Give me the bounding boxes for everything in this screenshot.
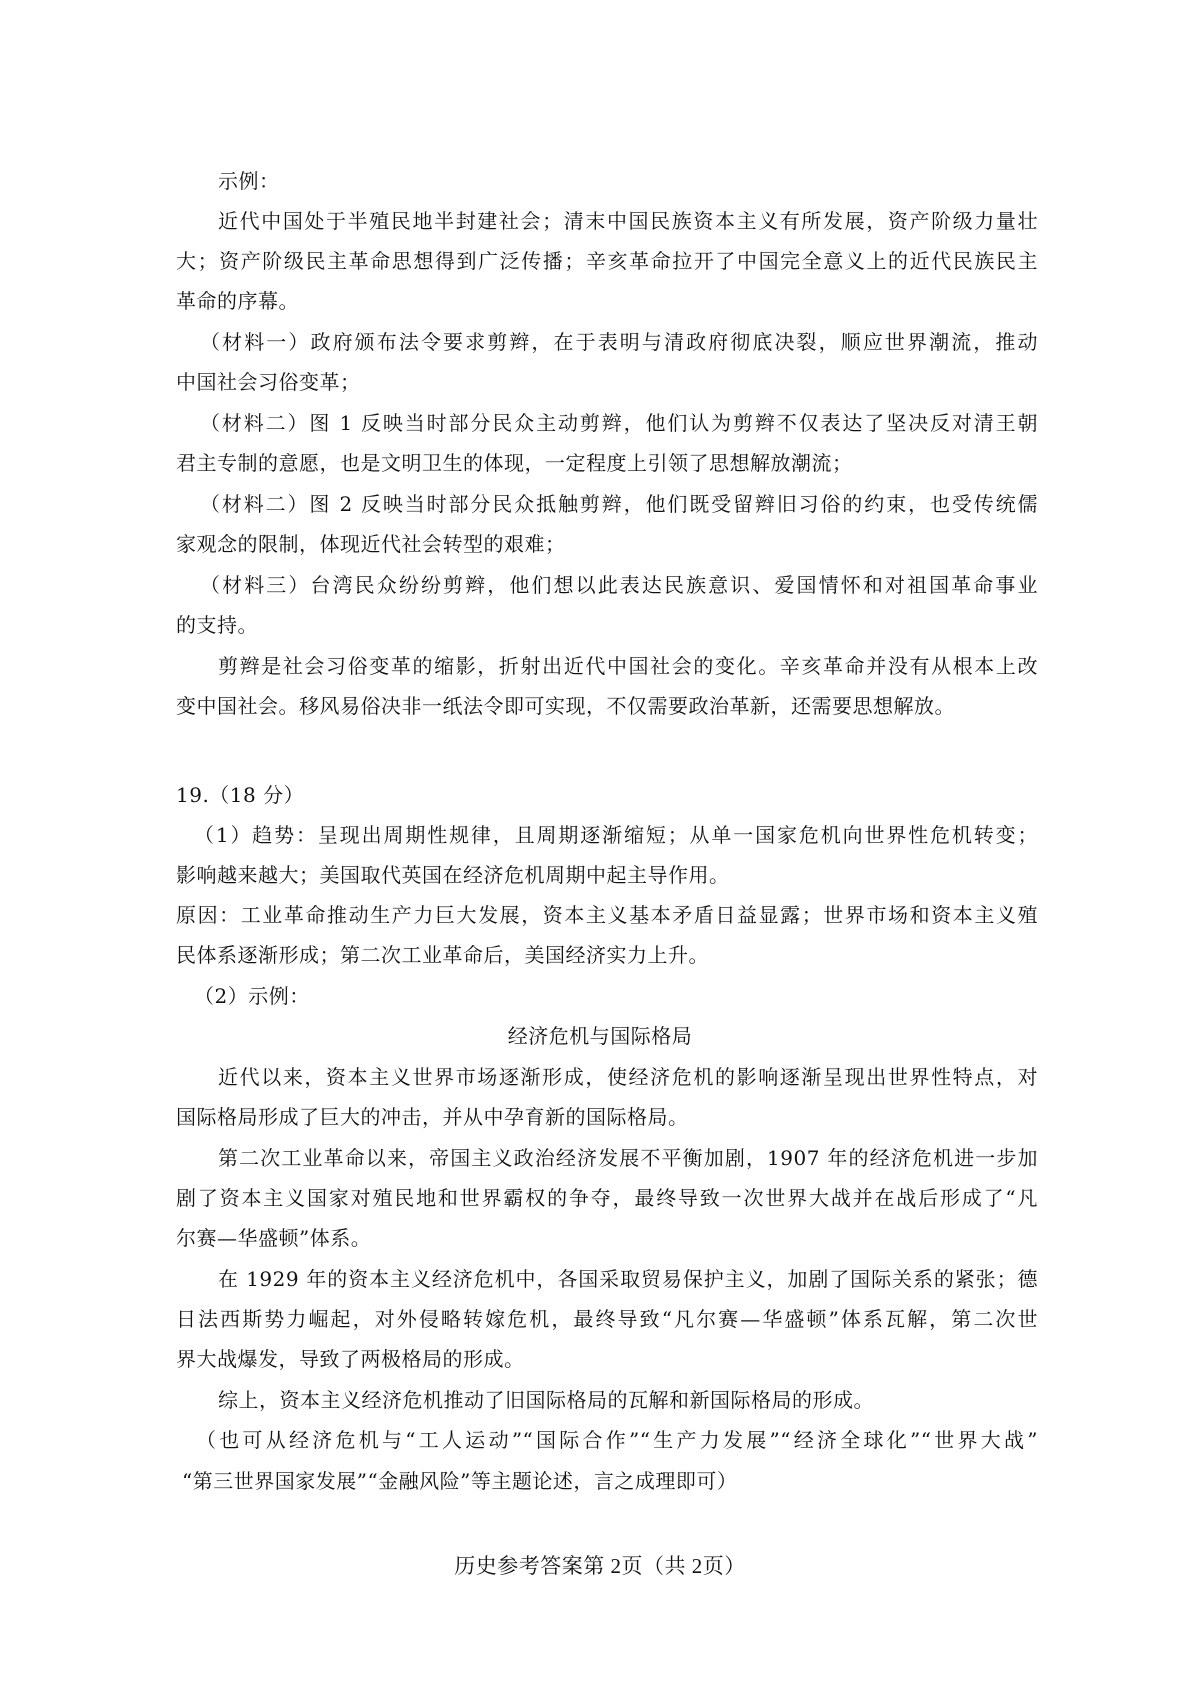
note-line2: “第三世界国家发展”“金融风险”等主题论述，言之成理即可） (182, 1469, 738, 1493)
material2a-line1: （材料二）图 1 反映当时部分民众主动剪辫，他们认为剪辫不仅表达了坚决反对清王朝 (200, 411, 1038, 435)
material3-line2: 的支持。 (176, 613, 258, 637)
trend-line2: 影响越来越大；美国取代英国在经济危机周期中起主导作用。 (176, 863, 730, 887)
material1-line1: （材料一）政府颁布法令要求剪辫，在于表明与清政府彻底决裂，顺应世界潮流，推动 (200, 330, 1038, 354)
para1-line2: 大；资产阶级民主革命思想得到广泛传播；辛亥革命拉开了中国完全意义上的近代民族民主 (176, 249, 1038, 273)
material2b-line1: （材料二）图 2 反映当时部分民众抵触剪辫，他们既受留辫旧习俗的约束，也受传统儒 (200, 492, 1038, 516)
essay-p1-line1: 近代以来，资本主义世界市场逐渐形成，使经济危机的影响逐渐呈现出世界性特点，对 (218, 1065, 1038, 1089)
conclusion-line2: 变中国社会。移风易俗决非一纸法令即可实现，不仅需要政治革新，还需要思想解放。 (176, 694, 955, 718)
essay-title: 经济危机与国际格局 (507, 1024, 693, 1048)
essay-p3-line3: 界大战爆发，导致了两极格局的形成。 (176, 1347, 525, 1371)
essay-p2-line2: 剧了资本主义国家对殖民地和世界霸权的争夺，最终导致一次世界大战并在战后形成了“凡 (176, 1186, 1038, 1210)
material1-line2: 中国社会习俗变革； (176, 370, 361, 394)
trend-line1: （1）趋势：呈现出周期性规律，且周期逐渐缩短；从单一国家危机向世界性危机转变； (194, 823, 1038, 847)
essay-p2-line3: 尔赛—华盛顿”体系。 (176, 1226, 372, 1250)
para1-line1: 近代中国处于半殖民地半封建社会；清末中国民族资本主义有所发展，资产阶级力量壮 (218, 209, 1038, 233)
part2-label: （2）示例： (194, 984, 310, 1008)
page-footer: 历史参考答案第 2页（共 2页） (454, 1554, 746, 1578)
question19-header: 19.（18 分） (176, 783, 305, 807)
note-line1: （也可从经济危机与“工人运动”“国际合作”“生产力发展”“经济全球化”“世界大战” (196, 1428, 1038, 1452)
essay-p4: 综上，资本主义经济危机推动了旧国际格局的瓦解和新国际格局的形成。 (218, 1388, 874, 1412)
para1-line3: 革命的序幕。 (176, 289, 299, 313)
essay-p3-line1: 在 1929 年的资本主义经济危机中，各国采取贸易保护主义，加剧了国际关系的紧张；德 (218, 1267, 1038, 1291)
essay-p3-line2: 日法西斯势力崛起，对外侵略转嫁危机，最终导致“凡尔赛—华盛顿”体系瓦解，第二次世 (176, 1307, 1038, 1331)
example-label: 示例： (218, 169, 280, 193)
material3-line1: （材料三）台湾民众纷纷剪辫，他们想以此表达民族意识、爱国情怀和对祖国革命事业 (200, 573, 1038, 597)
reason-line1: 原因：工业革命推动生产力巨大发展，资本主义基本矛盾日益显露；世界市场和资本主义殖 (176, 903, 1038, 927)
essay-p2-line1: 第二次工业革命以来，帝国主义政治经济发展不平衡加剧，1907 年的经济危机进一步加 (218, 1146, 1038, 1170)
conclusion-line1: 剪辫是社会习俗变革的缩影，折射出近代中国社会的变化。辛亥革命并没有从根本上改 (218, 654, 1038, 678)
essay-p1-line2: 国际格局形成了巨大的冲击，并从中孕育新的国际格局。 (176, 1105, 689, 1129)
reason-line2: 民体系逐渐形成；第二次工业革命后，美国经济实力上升。 (176, 943, 709, 967)
material2b-line2: 家观念的限制，体现近代社会转型的艰难； (176, 532, 566, 556)
material2a-line2: 君主专制的意愿，也是文明卫生的体现，一定程度上引领了思想解放潮流； (176, 451, 853, 475)
